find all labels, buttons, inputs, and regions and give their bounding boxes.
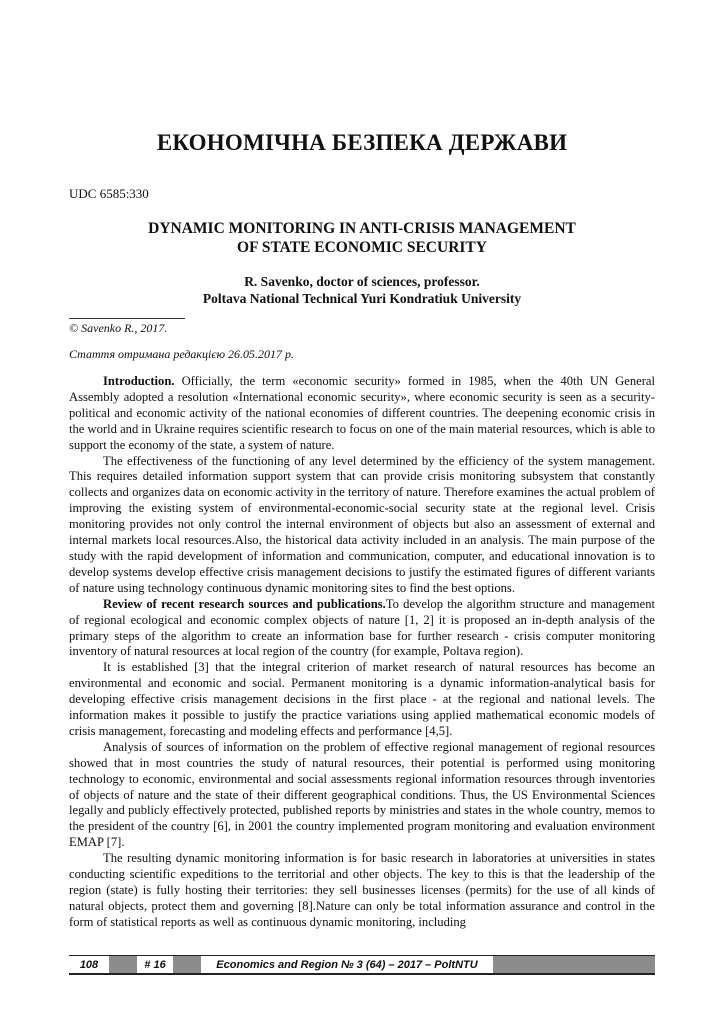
received-date-note: Стаття отримана редакцією 26.05.2017 р.: [69, 347, 295, 361]
paragraph: [69, 454, 655, 597]
author-affiliation: Poltava National Technical Yuri Kondratiuk University: [202, 291, 522, 306]
paragraph-introduction: [69, 374, 655, 454]
footer-divider-block: [493, 956, 655, 973]
paragraph: [69, 660, 655, 740]
paragraph-text: It is established [3] that the integral criterion of market research of natural resources has become an environmental and economic and social. Permanent monitoring is a dynamic information-analytical basis for developing effective crisis management decisions in the first place - at the regional and national levels. The information makes it possible to justify the practice variations using applied mathematical economic models of crisis management, forecasting and modeling effects and performance [4,5].: [69, 660, 655, 738]
paragraph-text: The effectiveness of the functioning of any level determined by the efficiency of the system management. This requires detailed information support system that can provide crisis monitoring subsystem that constantly collects and organizes data on economic activity in the territory of nature. Therefore examines the actual problem of improving the existing system of environmental-economic-social security state at the regional level. Crisis monitoring provides not only control the internal environment of objects but also an assessment of external and internal markets local resources.Also, the historical data activity included in an analysis. The main purpose of the study with the rapid development of information and communication, computer, and educational innovation is to develop systems develop effective crisis management decisions to justify the estimated figures of different variants of nature using technology continuous dynamic monitoring sites to find the best options.: [69, 453, 655, 595]
paragraph-lead: Review of recent research sources and publications.: [103, 596, 386, 611]
footer-divider-block: [173, 956, 201, 973]
footer-divider-block: [109, 956, 137, 973]
paragraph-text: Officially, the term «economic security» formed in 1985, when the 40th UN General Assembly adopted a resolution «International economic security», where economic security is seen as a security-political and economic activity of the national economies of different countries. The deepening economic crisis in the world and in Ukraine requires scientific research to focus on one of the main material resources, which is able to support the economy of the state, a system of nature.: [69, 374, 655, 452]
section-title: ЕКОНОМІЧНА БЕЗПЕКА ДЕРЖАВИ: [156, 130, 568, 155]
author-block: [69, 273, 655, 307]
copyright-note: © Savenko R., 2017.: [69, 321, 168, 335]
paragraph-text: To develop the algorithm structure and management of regional ecological and economic complex objects of nature [1, 2] it is proposed an in-depth analysis of the primary steps of the algorithm to create an information base for further research - crisis computer monitoring inventory of natural resources at local region of the country (for example, Poltava region).: [69, 596, 655, 659]
paper-title: [69, 219, 655, 257]
paper-title-line-2: OF STATE ECONOMIC SECURITY: [237, 239, 487, 256]
paragraph-text: Analysis of sources of information on the problem of effective regional management of regional resources showed that in most countries the study of natural resources, their potential is performed using monitoring technology to economic, environmental and social assessments regional information resources through inventories of objects of nature and the state of their different geographical conditions. Thus, the US Environmental Sciences legally and publicly effectively protected, published reports by ministries and states in the whole country, memos to the president of the country [6], in 2001 the country implemented program monitoring and evaluation environment EMAP [7].: [69, 739, 655, 850]
article-body: [69, 374, 655, 931]
paragraph-lead: Introduction.: [103, 374, 175, 388]
page-footer: [69, 955, 655, 975]
paragraph-review: [69, 597, 655, 661]
author-name: R. Savenko, doctor of sciences, professor.: [244, 274, 480, 289]
footnote-divider: [69, 318, 185, 319]
footer-issue: # 16: [144, 958, 166, 971]
footer-page-number: 108: [79, 958, 99, 971]
paragraph: [69, 851, 655, 931]
udc-code: UDC 6585:330: [69, 186, 149, 201]
paragraph-text: The resulting dynamic monitoring information is for basic research in laboratories at universities in states conducting scientific expeditions to the territorial and other objects. The key to this is that the leadership of the region (state) is fully hosting their territories: they sell businesses licenses (permits) for the use of all kinds of natural objects, protect them and governing [8].Nature can only be total information assurance and control in the form of statistical reports as well as continuous dynamic monitoring, including: [69, 851, 655, 929]
paragraph: [69, 740, 655, 851]
footer-journal-name: Economics and Region № 3 (64) – 2017 – PoltNTU: [216, 958, 478, 971]
paper-title-line-1: DYNAMIC MONITORING IN ANTI-CRISIS MANAGEMENT: [148, 220, 576, 237]
